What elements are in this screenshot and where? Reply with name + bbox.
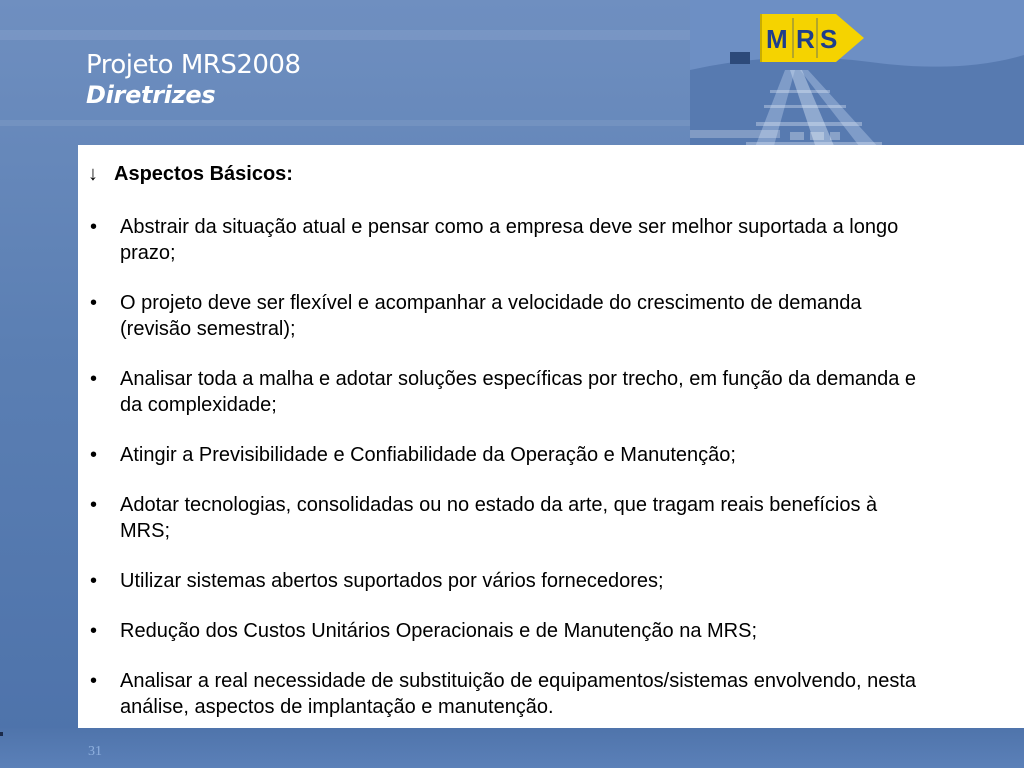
list-item <box>88 668 918 720</box>
section-heading <box>88 163 293 186</box>
list-item <box>88 214 918 266</box>
list-item-text: Redução dos Custos Unitários Operacionais e de Manutenção na MRS; <box>120 620 758 642</box>
list-item <box>88 492 918 544</box>
list-item-text: Adotar tecnologias, consolidadas ou no estado da arte, que tragam reais benefícios à MRS; <box>120 494 878 542</box>
list-item-text: Utilizar sistemas abertos suportados por vários fornecedores; <box>120 570 664 592</box>
bullet-list <box>88 214 918 744</box>
background-stripe <box>0 120 700 126</box>
slide-title-block <box>86 50 301 110</box>
logo-letter-m: M <box>766 24 788 54</box>
bullet-icon: • <box>90 570 98 592</box>
slide-title: Projeto MRS2008 <box>86 50 301 80</box>
list-item-text: O projeto deve ser flexível e acompanhar a velocidade do crescimento de demanda (revisão semestral); <box>120 292 862 340</box>
logo-letter-r: R <box>796 24 815 54</box>
list-item <box>88 290 918 342</box>
list-item-text: Atingir a Previsibilidade e Confiabilidade da Operação e Manutenção; <box>120 444 736 466</box>
section-heading-text: Aspectos Básicos: <box>114 163 293 185</box>
edge-mark <box>0 732 3 736</box>
list-item-text: Analisar toda a malha e adotar soluções específicas por trecho, em função da demanda e da complexidade; <box>120 368 917 416</box>
bullet-icon: • <box>90 444 98 466</box>
list-item-text: Analisar a real necessidade de substituição de equipamentos/sistemas envolvendo, nesta análise, aspectos de implantação e manutenção. <box>120 670 917 718</box>
list-item <box>88 366 918 418</box>
bullet-icon: • <box>90 670 98 692</box>
list-item-text: Abstrair da situação atual e pensar como a empresa deve ser melhor suportada a longo prazo; <box>120 216 899 264</box>
mrs-logo <box>760 8 866 66</box>
bullet-icon: • <box>90 620 98 642</box>
arrow-down-icon: ↓ <box>88 163 98 185</box>
list-item <box>88 442 918 468</box>
list-item <box>88 568 918 594</box>
logo-letter-s: S <box>820 24 838 54</box>
bullet-icon: • <box>90 292 98 314</box>
bullet-icon: • <box>90 216 98 238</box>
bullet-icon: • <box>90 368 98 390</box>
slide-subtitle: Diretrizes <box>86 81 216 109</box>
list-item <box>88 618 918 644</box>
footer-band <box>0 728 1024 768</box>
bullet-icon: • <box>90 494 98 516</box>
page-number: 31 <box>88 744 102 759</box>
